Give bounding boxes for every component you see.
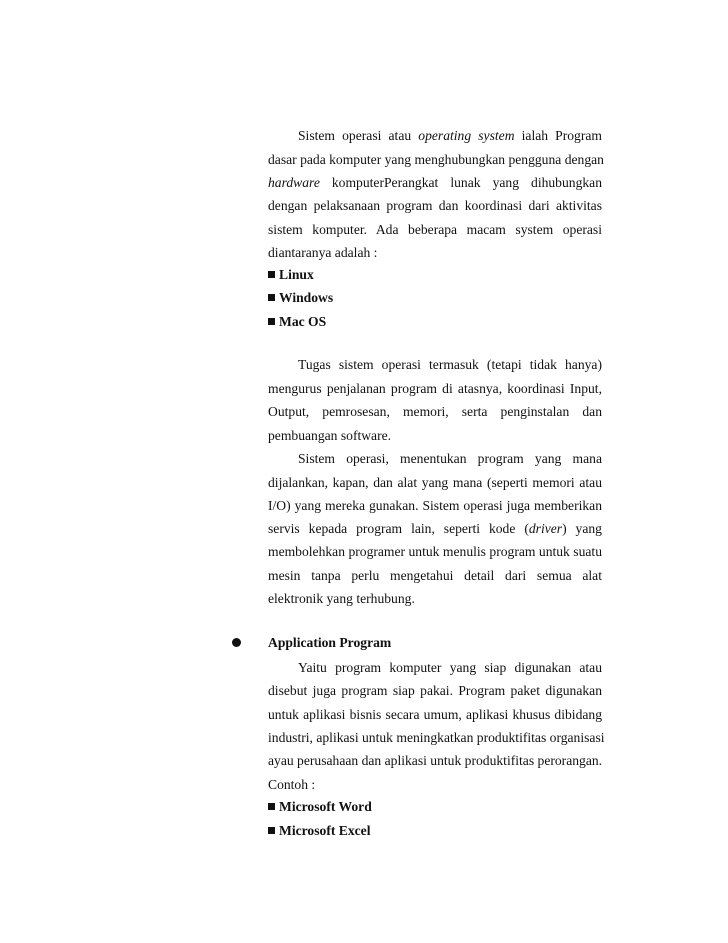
- paragraph-line: Sistem operasi atau operating system ialah Program: [298, 128, 602, 143]
- paragraph-line: elektronik yang terhubung.: [268, 591, 415, 606]
- square-bullet-icon: [268, 318, 275, 325]
- paragraph-line: Yaitu program komputer yang siap digunakan atau: [298, 660, 602, 675]
- list-item: Microsoft Word: [268, 798, 602, 816]
- paragraph-line: ayau perusahaan dan aplikasi untuk produktifitas perorangan.: [268, 753, 603, 768]
- paragraph-line: mesin tanpa perlu mengetahui detail dari semua alat: [268, 568, 602, 583]
- list-item: Windows: [268, 289, 602, 307]
- paragraph-line: servis kepada program lain, seperti kode (driver) yang: [268, 521, 602, 536]
- paragraph-line: pembuangan software.: [268, 428, 392, 443]
- paragraph-line: sistem komputer. Ada beberapa macam system operasi: [268, 222, 602, 237]
- paragraph-line: dengan pelaksanaan program dan koordinasi dari aktivitas: [268, 198, 602, 213]
- square-bullet-icon: [268, 827, 275, 834]
- paragraph-line: Output, pemrosesan, memori, serta penginstalan dan: [268, 404, 602, 419]
- paragraph-line: dasar pada komputer yang menghubungkan pengguna dengan: [268, 152, 604, 167]
- paragraph-line: membolehkan programer untuk menulis program untuk suatu: [268, 544, 602, 559]
- paragraph-line: Tugas sistem operasi termasuk (tetapi tidak hanya): [298, 357, 602, 372]
- round-bullet-icon: [232, 638, 241, 647]
- list-item: Microsoft Excel: [268, 822, 602, 840]
- paragraph-line: Sistem operasi, menentukan program yang mana: [298, 451, 602, 466]
- paragraph-line: Contoh :: [268, 777, 316, 792]
- square-bullet-icon: [268, 294, 275, 301]
- paragraph-line: hardware komputerPerangkat lunak yang dihubungkan: [268, 175, 602, 190]
- square-bullet-icon: [268, 271, 275, 278]
- square-bullet-icon: [268, 803, 275, 810]
- paragraph-line: dijalankan, kapan, dan alat yang mana (seperti memori atau: [268, 475, 602, 490]
- paragraph-line: industri, aplikasi untuk meningkatkan produktifitas organisasi: [268, 730, 605, 745]
- paragraph-line: diantaranya adalah :: [268, 245, 378, 260]
- paragraph-line: I/O) yang mereka gunakan. Sistem operasi juga memberikan: [268, 498, 602, 513]
- list-item: Mac OS: [268, 313, 602, 331]
- paragraph-line: mengurus penjalanan program di atasnya, koordinasi Input,: [268, 381, 602, 396]
- section-heading: Application Program: [268, 635, 392, 650]
- paragraph-line: untuk aplikasi bisnis secara umum, aplikasi khusus dibidang: [268, 707, 602, 722]
- paragraph-line: disebut juga program siap pakai. Program paket digunakan: [268, 683, 602, 698]
- list-item: Linux: [268, 266, 602, 284]
